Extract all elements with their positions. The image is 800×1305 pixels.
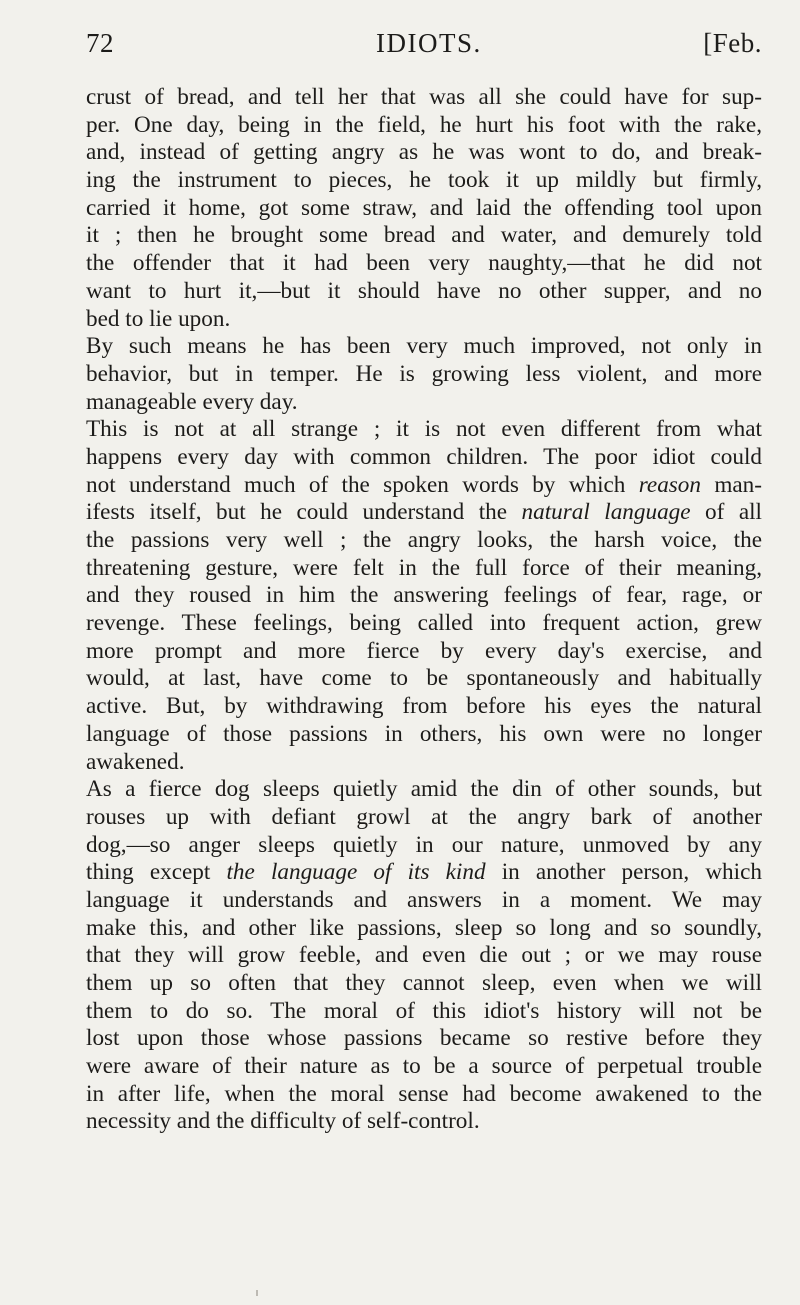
line-segment: of all: [690, 499, 762, 526]
text-line: ing the instrument to pieces, he took it up mildly but firmly,: [86, 167, 762, 194]
text-line: This is not at all strange ; it is not even different from what: [86, 416, 762, 443]
text-line: [86, 859, 762, 887]
text-line: the passions very well ; the angry looks, the harsh voice, the: [86, 527, 762, 553]
text-line: necessity and the difficulty of self-control.: [86, 1108, 480, 1135]
text-line: [86, 499, 762, 527]
running-header: [86, 28, 762, 68]
text-line: were aware of their nature as to be a source of perpetual trouble: [86, 1053, 762, 1080]
text-line: would, at last, have come to be spontaneously and habitually: [86, 665, 762, 692]
body-text: [86, 84, 762, 1136]
line-segment: man-: [701, 471, 762, 498]
text-line: per. One day, being in the field, he hurt his foot with the rake,: [86, 111, 762, 138]
italic-phrase: reason: [638, 471, 701, 498]
text-line: happens every day with common children. The poor idiot could: [86, 443, 762, 470]
page-number: 72: [86, 28, 114, 58]
italic-phrase: natural language: [521, 499, 691, 526]
text-line: want to hurt it,—but it should have no other supper, and no: [86, 277, 762, 304]
text-line: them up so often that they cannot sleep, even when we will: [86, 970, 762, 996]
text-line: By such means he has been very much improved, not only in: [86, 333, 762, 360]
text-line: active. But, by withdrawing from before his eyes the natural: [86, 693, 762, 720]
running-title: IDIOTS.: [376, 28, 482, 58]
text-line: language of those passions in others, his own were no longer: [86, 720, 762, 747]
text-line: them to do so. The moral of this idiot's history will not be: [86, 997, 762, 1024]
line-segment: not understand much of the spoken words by which: [86, 471, 639, 498]
text-line: threatening gesture, were felt in the full force of their meaning,: [86, 554, 762, 581]
text-line: carried it home, got some straw, and laid the offending tool upon: [86, 194, 762, 221]
text-line: and they roused in him the answering feelings of fear, rage, or: [86, 582, 762, 609]
paragraph: [86, 416, 762, 776]
text-line: lost upon those whose passions became so restive before they: [86, 1025, 762, 1052]
text-line: awakened.: [86, 748, 185, 775]
text-line: the offender that it had been very naughty,—that he did not: [86, 250, 762, 277]
running-date: [Feb.: [703, 28, 762, 58]
text-line: make this, and other like passions, sleep so long and so soundly,: [86, 914, 762, 941]
paragraph: [86, 333, 762, 416]
text-line: more prompt and more fierce by every day's exercise, and: [86, 637, 762, 664]
text-line: rouses up with defiant growl at the angry bark of another: [86, 803, 762, 830]
line-segment: in another person, which: [485, 859, 762, 886]
italic-phrase: the language of its kind: [226, 859, 486, 886]
line-segment: ifests itself, but he could understand the: [86, 499, 522, 526]
text-line: it ; then he brought some bread and water, and demurely told: [86, 222, 762, 249]
text-line: As a fierce dog sleeps quietly amid the din of other sounds, but: [86, 776, 762, 803]
text-line: dog,—so anger sleeps quietly in our nature, unmoved by any: [86, 831, 762, 858]
text-line: bed to lie upon.: [86, 305, 231, 332]
text-line: crust of bread, and tell her that was all she could have for sup-: [86, 84, 762, 110]
paragraph: [86, 776, 762, 1136]
text-line: behavior, but in temper. He is growing less violent, and more: [86, 360, 762, 387]
text-line: [86, 472, 762, 500]
text-line: and, instead of getting angry as he was wont to do, and break-: [86, 139, 762, 166]
paper-speck: [256, 1290, 258, 1296]
text-line: that they will grow feeble, and even die out ; or we may rouse: [86, 942, 762, 969]
text-line: in after life, when the moral sense had become awakened to the: [86, 1080, 762, 1107]
paragraph: [86, 84, 762, 333]
text-line: manageable every day.: [86, 388, 298, 415]
line-segment: thing except: [86, 859, 227, 886]
text-line: revenge. These feelings, being called into frequent action, grew: [86, 610, 762, 637]
text-line: language it understands and answers in a moment. We may: [86, 886, 762, 913]
